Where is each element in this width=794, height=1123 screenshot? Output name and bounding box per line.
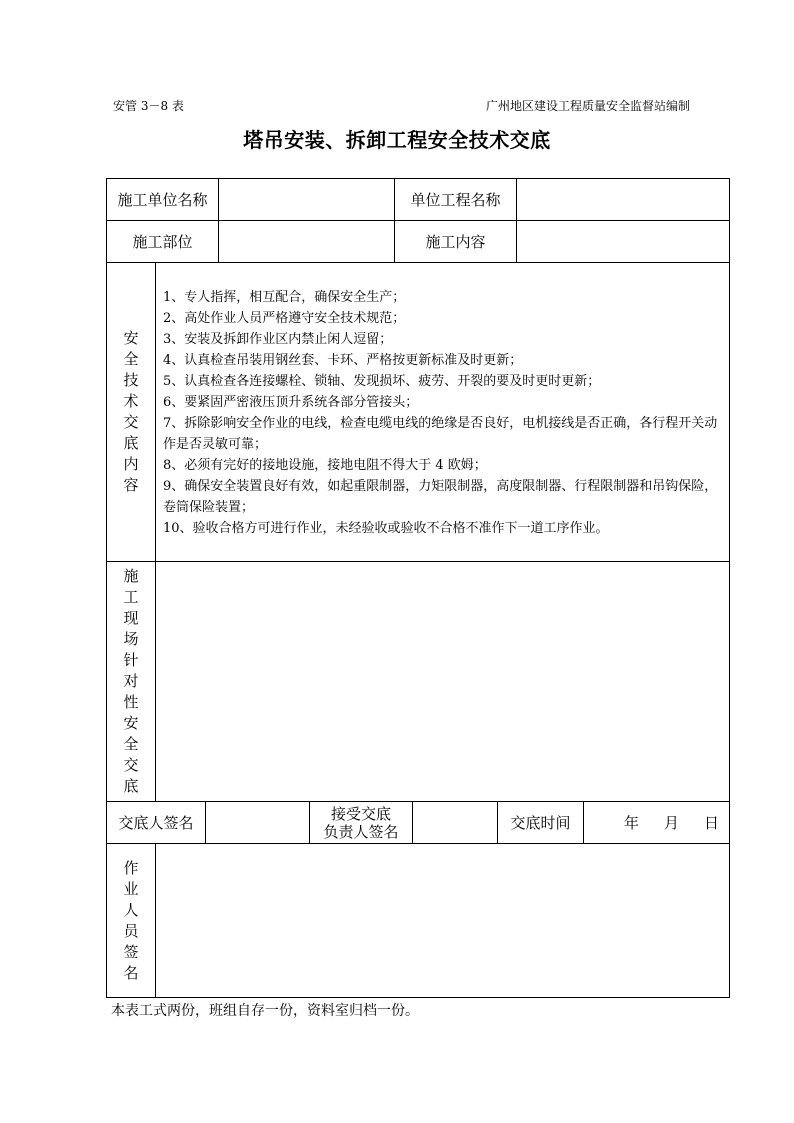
safety-tech-content	[163, 287, 723, 539]
label-char: 容	[123, 476, 139, 494]
label-char: 底	[123, 434, 139, 452]
label-char: 针	[123, 651, 139, 669]
label-char: 人	[123, 900, 139, 919]
receiver-sign-line2: 负责人签名	[323, 822, 399, 841]
construction-part-field[interactable]	[219, 221, 394, 262]
list-item: 7、拆除影响安全作业的电线，检查电缆电线的绝缘是否良好，电机接线是否正确，各行程开关动作是否灵敏可靠；	[163, 416, 718, 452]
label-char: 安	[123, 329, 139, 347]
list-item: 5、认真检查各连接螺栓、锁轴、发现损坏、疲劳、开裂的要及时更时更新；	[163, 374, 601, 389]
label-char: 交	[123, 413, 139, 431]
unit-project-label: 单位工程名称	[410, 191, 501, 209]
list-item: 10、验收合格方可进行作业，未经验收或验收不合格不准作下一道工序作业。	[163, 521, 609, 536]
construction-part-label: 施工部位	[132, 233, 193, 251]
list-item: 2、高处作业人员严格遵守安全技术规范；	[163, 311, 406, 326]
label-char: 内	[123, 455, 139, 473]
issuer-sign-label: 交底人签名	[118, 814, 194, 832]
time-label: 交底时间	[510, 814, 571, 832]
site-specific-field[interactable]	[156, 562, 729, 801]
receiver-sign-label	[310, 802, 412, 843]
label-char: 性	[123, 693, 139, 711]
footer-note: 本表工式两份，班组自存一份，资料室归档一份。	[111, 1003, 419, 1019]
list-item: 6、要紧固严密液压顶升系统各部分管接头；	[163, 395, 419, 410]
label-char: 全	[123, 735, 139, 753]
year-label: 年	[624, 814, 640, 832]
list-item: 4、认真检查吊装用钢丝套、卡环、严格按更新标准及时更新；	[163, 353, 523, 368]
label-char: 场	[123, 630, 139, 648]
label-char: 底	[123, 777, 139, 795]
label-char: 名	[123, 963, 139, 982]
issuer-label: 广州地区建设工程质量安全监督站编制	[486, 99, 691, 113]
construction-content-label: 施工内容	[425, 233, 486, 251]
label-char: 作	[123, 858, 139, 877]
label-char: 工	[123, 588, 139, 606]
construction-unit-field[interactable]	[219, 179, 394, 220]
month-label: 月	[664, 814, 680, 832]
day-label: 日	[704, 814, 720, 832]
list-item: 1、专人指挥，相互配合，确保安全生产；	[163, 290, 406, 305]
workers-sign-field[interactable]	[156, 844, 729, 997]
construction-content-field[interactable]	[517, 221, 729, 262]
document-title: 塔吊安装、拆卸工程安全技术交底	[243, 128, 551, 152]
workers-sign-label	[107, 844, 155, 997]
construction-unit-label: 施工单位名称	[117, 191, 208, 209]
label-char: 全	[123, 350, 139, 368]
date-field[interactable]	[584, 802, 729, 843]
receiver-sign-line1: 接受交底	[330, 804, 391, 823]
label-char: 技	[123, 371, 139, 389]
label-char: 术	[123, 392, 139, 410]
issuer-sign-field[interactable]	[206, 802, 309, 843]
label-char: 对	[123, 672, 139, 690]
label-char: 交	[123, 756, 139, 774]
label-char: 员	[123, 921, 139, 940]
form-number: 安管 3－8 表	[113, 99, 184, 113]
site-specific-label	[107, 562, 155, 801]
label-char: 业	[123, 879, 139, 898]
label-char: 安	[123, 714, 139, 732]
label-char: 签	[123, 942, 139, 961]
safety-tech-label	[107, 263, 155, 561]
label-char: 现	[123, 609, 139, 627]
label-char: 施	[123, 567, 139, 585]
list-item: 9、确保安全装置良好有效，如起重限制器，力矩限制器，高度限制器、行程限制器和吊钩保险，卷筒保险装置；	[163, 479, 718, 515]
unit-project-field[interactable]	[517, 179, 729, 220]
list-item: 3、安装及拆卸作业区内禁止闲人逗留；	[163, 332, 393, 347]
receiver-sign-field[interactable]	[413, 802, 497, 843]
list-item: 8、必须有完好的接地设施，接地电阻不得大于 4 欧姆；	[163, 458, 487, 473]
